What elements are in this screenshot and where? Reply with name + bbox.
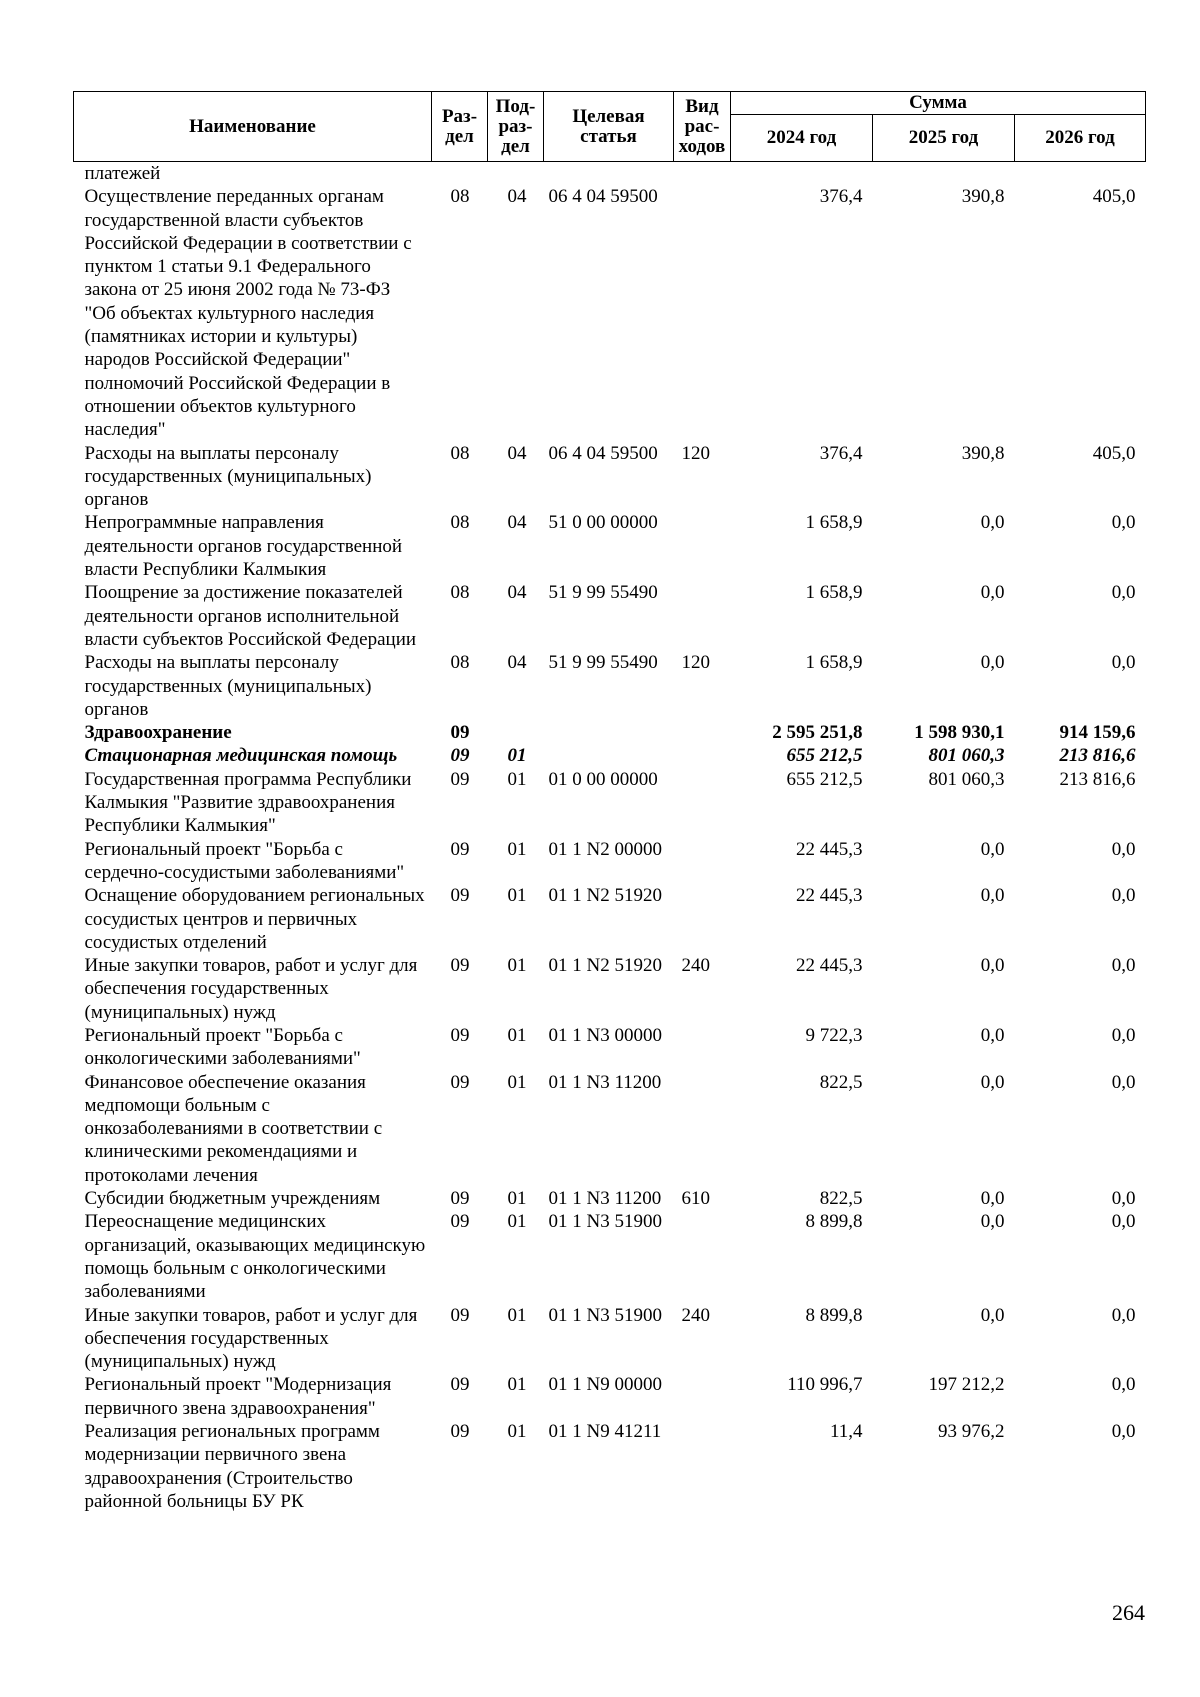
cell-razdel: 09 (450, 885, 470, 907)
cell-name: Здравоохранение (84, 722, 232, 744)
cell-podrazdel: 04 (507, 652, 527, 674)
cell-2025: 390,8 (961, 186, 1005, 208)
cell-podrazdel: 01 (507, 1421, 527, 1443)
cell-2025: 197 212,2 (928, 1374, 1005, 1396)
cell-2025: 0,0 (980, 652, 1005, 674)
cell-name: Региональный проект "Борьба с онкологическими заболеваниями" (84, 1024, 361, 1070)
cell-2026: 0,0 (1111, 1304, 1136, 1326)
cell-name: Оснащение оборудованием региональных сосудистых центров и первичных сосудистых отделений (84, 885, 425, 953)
cell-name: Государственная программа Республики Калмыкия "Развитие здравоохранения Республики Калмыкия" (84, 768, 412, 837)
cell-2026: 0,0 (1111, 1421, 1136, 1443)
cell-2024: 9 722,3 (805, 1024, 863, 1046)
cell-name: Иные закупки товаров, работ и услуг для обеспечения государственных (муниципальных) нужд (84, 955, 418, 1023)
cell-name: Переоснащение медицинских организаций, оказывающих медицинскую помощь больным с онкологическими заболеваниями (84, 1211, 426, 1303)
header-year-2025: 2025 год (873, 115, 1015, 162)
cell-2025: 1 598 930,1 (914, 722, 1005, 744)
cell-vid-rashodov: 240 (681, 955, 710, 977)
cell-2026: 0,0 (1111, 885, 1136, 907)
cell-name: Реализация региональных программ модернизации первичного звена здравоохранения (Строительство районной больницы БУ РК (84, 1421, 380, 1512)
cell-2026: 0,0 (1111, 838, 1136, 860)
cell-2025: 0,0 (980, 1071, 1005, 1093)
cell-vid-rashodov (674, 721, 731, 744)
cell-2025: 0,0 (980, 1211, 1005, 1233)
cell-name: Финансовое обеспечение оказания медпомощи больным с онкозаболеваниями в соответствии с клиническими рекомендациями и протоколами лечения (84, 1071, 383, 1186)
header-name: Наименование (74, 92, 432, 162)
table-row (74, 1024, 1146, 1071)
cell-2026: 0,0 (1111, 1374, 1136, 1396)
cell-vid-rashodov (674, 838, 731, 885)
cell-2025: 390,8 (961, 442, 1005, 464)
cell-name: Иные закупки товаров, работ и услуг для обеспечения государственных (муниципальных) нужд (84, 1304, 418, 1373)
cell-vid-rashodov (674, 581, 731, 651)
cell-razdel: 09 (450, 1211, 470, 1233)
cell-2025: 801 060,3 (928, 768, 1005, 790)
cell-podrazdel (488, 162, 544, 186)
cell-2024: 655 212,5 (786, 768, 863, 790)
cell-celevaya-statya: 06 4 04 59500 (548, 186, 658, 208)
table-row (74, 838, 1146, 885)
cell-celevaya-statya: 01 1 N3 11200 (548, 1188, 662, 1210)
cell-vid-rashodov (674, 1071, 731, 1187)
cell-razdel: 08 (450, 186, 470, 208)
cell-vid-rashodov (674, 1210, 731, 1303)
cell-celevaya-statya: 51 9 99 55490 (548, 652, 658, 674)
cell-razdel: 08 (450, 442, 470, 464)
cell-vid-rashodov (674, 1420, 731, 1513)
cell-razdel: 09 (450, 1374, 470, 1396)
cell-celevaya-statya: 01 1 N3 51900 (548, 1211, 662, 1233)
cell-vid-rashodov: 120 (681, 652, 710, 674)
cell-celevaya-statya: 01 1 N2 51920 (548, 955, 662, 977)
cell-name: платежей (84, 163, 161, 184)
cell-vid-rashodov (674, 1373, 731, 1420)
table-row (74, 581, 1146, 651)
cell-podrazdel: 04 (507, 512, 527, 534)
table-row (74, 442, 1146, 512)
table-row (74, 1210, 1146, 1303)
cell-razdel: 09 (450, 768, 470, 790)
cell-2026: 0,0 (1111, 652, 1136, 674)
cell-2025: 0,0 (980, 1304, 1005, 1326)
cell-2024: 22 445,3 (796, 955, 863, 977)
cell-vid-rashodov (674, 185, 731, 441)
cell-2026: 405,0 (1092, 442, 1136, 464)
cell-razdel: 08 (450, 582, 470, 604)
cell-2026: 213 816,6 (1059, 745, 1136, 767)
cell-2026: 0,0 (1111, 1024, 1136, 1046)
cell-2026: 914 159,6 (1059, 722, 1136, 744)
header-vid-rashodov: Вид рас- ходов (674, 92, 731, 162)
cell-vid-rashodov (674, 1024, 731, 1071)
cell-podrazdel: 01 (507, 1211, 527, 1233)
cell-celevaya-statya (544, 744, 674, 767)
header-podrazdel: Под- раз- дел (488, 92, 544, 162)
cell-2024: 8 899,8 (805, 1211, 863, 1233)
cell-name: Региональный проект "Борьба с сердечно-сосудистыми заболеваниями" (84, 838, 405, 883)
cell-podrazdel: 04 (507, 582, 527, 604)
cell-name: Стационарная медицинская помощь (84, 745, 398, 767)
cell-2026: 213 816,6 (1059, 768, 1136, 790)
cell-2024: 22 445,3 (796, 838, 863, 860)
cell-vid-rashodov: 610 (681, 1188, 710, 1210)
cell-2024: 822,5 (819, 1188, 863, 1210)
cell-razdel: 08 (450, 512, 470, 534)
cell-2024: 11,4 (829, 1421, 863, 1443)
cell-2026 (1015, 162, 1146, 186)
table-row (74, 651, 1146, 721)
cell-vid-rashodov: 240 (681, 1304, 710, 1326)
cell-name: Расходы на выплаты персоналу государственных (муниципальных) органов (84, 442, 372, 511)
cell-name: Региональный проект "Модернизация первичного звена здравоохранения" (84, 1374, 392, 1419)
cell-vid-rashodov (674, 744, 731, 767)
cell-vid-rashodov (674, 768, 731, 838)
cell-2025: 0,0 (980, 1188, 1005, 1210)
table-row (74, 744, 1146, 767)
cell-razdel: 09 (450, 838, 470, 860)
table-row (74, 1071, 1146, 1187)
cell-razdel: 09 (450, 955, 470, 977)
cell-podrazdel: 01 (507, 1071, 527, 1093)
cell-celevaya-statya: 01 1 N3 51900 (548, 1304, 662, 1326)
cell-razdel: 08 (450, 652, 470, 674)
table-row (74, 954, 1146, 1024)
cell-name: Поощрение за достижение показателей деятельности органов исполнительной власти субъектов Российской Федерации (84, 582, 417, 650)
header-celevaya-statya: Целевая статья (544, 92, 674, 162)
cell-celevaya-statya: 01 1 N9 41211 (548, 1421, 662, 1443)
cell-2025 (873, 162, 1015, 186)
cell-celevaya-statya: 51 9 99 55490 (548, 582, 658, 604)
cell-podrazdel: 01 (507, 838, 527, 860)
cell-celevaya-statya: 01 1 N9 00000 (548, 1374, 662, 1396)
table-row (74, 162, 1146, 186)
cell-2025: 0,0 (980, 582, 1005, 604)
cell-2025: 0,0 (980, 838, 1005, 860)
budget-table (73, 91, 1146, 1513)
cell-name: Расходы на выплаты персоналу государственных (муниципальных) органов (84, 652, 372, 720)
cell-vid-rashodov: 120 (681, 442, 710, 464)
cell-celevaya-statya: 01 1 N2 51920 (548, 885, 662, 907)
cell-name: Субсидии бюджетным учреждениям (84, 1188, 381, 1210)
cell-razdel: 09 (450, 745, 470, 767)
cell-2024: 1 658,9 (805, 512, 863, 534)
cell-2024: 1 658,9 (805, 582, 863, 604)
cell-2025: 93 976,2 (938, 1421, 1005, 1443)
cell-2025: 0,0 (980, 885, 1005, 907)
cell-name: Непрограммные направления деятельности органов государственной власти Республики Калмыкия (84, 512, 403, 581)
cell-2025: 801 060,3 (928, 745, 1005, 767)
cell-2026: 0,0 (1111, 955, 1136, 977)
cell-celevaya-statya: 01 0 00 00000 (548, 768, 658, 790)
cell-celevaya-statya (544, 721, 674, 744)
header-razdel: Раз- дел (432, 92, 488, 162)
cell-podrazdel (488, 721, 544, 744)
cell-2026: 0,0 (1111, 1211, 1136, 1233)
cell-razdel: 09 (450, 1304, 470, 1326)
cell-2026: 405,0 (1092, 186, 1136, 208)
cell-celevaya-statya: 01 1 N2 00000 (548, 838, 662, 860)
table-header (74, 92, 1146, 162)
cell-podrazdel: 01 (507, 1304, 527, 1326)
cell-podrazdel: 01 (507, 745, 527, 767)
cell-podrazdel: 01 (507, 955, 527, 977)
cell-2025: 0,0 (980, 955, 1005, 977)
cell-razdel (432, 162, 488, 186)
cell-2024: 8 899,8 (805, 1304, 863, 1326)
cell-podrazdel: 01 (507, 1024, 527, 1046)
cell-vid-rashodov (674, 884, 731, 954)
cell-2025: 0,0 (980, 512, 1005, 534)
cell-2026: 0,0 (1111, 582, 1136, 604)
cell-razdel: 09 (450, 1024, 470, 1046)
table-row (74, 1187, 1146, 1210)
cell-2026: 0,0 (1111, 1071, 1136, 1093)
cell-2024: 2 595 251,8 (772, 722, 863, 744)
table-row (74, 511, 1146, 581)
cell-vid-rashodov (674, 162, 731, 186)
cell-podrazdel: 01 (507, 768, 527, 790)
cell-2024: 822,5 (819, 1071, 863, 1093)
cell-celevaya-statya: 01 1 N3 11200 (548, 1071, 662, 1093)
cell-vid-rashodov (674, 511, 731, 581)
cell-2026: 0,0 (1111, 1188, 1136, 1210)
cell-2024: 110 996,7 (787, 1374, 863, 1396)
cell-podrazdel: 01 (507, 1374, 527, 1396)
table-row (74, 884, 1146, 954)
cell-2024 (731, 162, 873, 186)
cell-2024: 22 445,3 (796, 885, 863, 907)
table-row (74, 721, 1146, 744)
cell-podrazdel: 04 (507, 186, 527, 208)
cell-razdel: 09 (450, 1421, 470, 1443)
cell-razdel: 09 (450, 1188, 470, 1210)
cell-name: Осуществление переданных органам государственной власти субъектов Российской Федерации в соответствии с пунктом 1 статьи 9.1 Федерального закона от 25 июня 2002 года № 73-ФЗ "Об объектах культурного наследия (памятниках истории и культуры) народов Российской Федерации" полномочий Российской Федерации в отношении объектов культурного наследия" (84, 186, 412, 441)
cell-celevaya-statya: 51 0 00 00000 (548, 512, 658, 534)
cell-podrazdel: 04 (507, 442, 527, 464)
cell-podrazdel: 01 (507, 1188, 527, 1210)
cell-razdel: 09 (450, 722, 470, 744)
header-year-2024: 2024 год (731, 115, 873, 162)
cell-celevaya-statya (544, 162, 674, 186)
cell-celevaya-statya: 06 4 04 59500 (548, 442, 658, 464)
table-row (74, 768, 1146, 838)
cell-podrazdel: 01 (507, 885, 527, 907)
cell-2024: 376,4 (819, 186, 863, 208)
table-row (74, 1304, 1146, 1374)
cell-2026: 0,0 (1111, 512, 1136, 534)
table-row (74, 185, 1146, 441)
cell-2024: 655 212,5 (786, 745, 863, 767)
table-body (74, 162, 1146, 1514)
cell-2024: 376,4 (819, 442, 863, 464)
page-number: 264 (1112, 1600, 1145, 1625)
cell-razdel: 09 (450, 1071, 470, 1093)
cell-2024: 1 658,9 (805, 652, 863, 674)
cell-celevaya-statya: 01 1 N3 00000 (548, 1024, 662, 1046)
header-summa: Сумма (731, 92, 1146, 115)
header-year-2026: 2026 год (1015, 115, 1146, 162)
table-row (74, 1420, 1146, 1513)
table-row (74, 1373, 1146, 1420)
cell-2025: 0,0 (980, 1024, 1005, 1046)
